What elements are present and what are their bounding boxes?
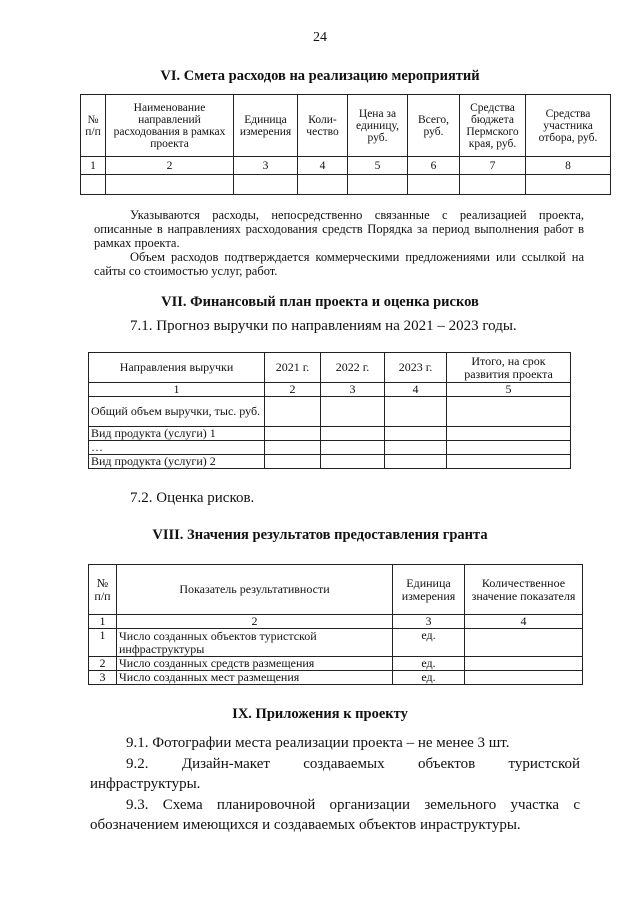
- table-number-row: [81, 157, 611, 175]
- column-number: 6: [408, 157, 460, 175]
- column-header: Направления выручки: [89, 353, 265, 383]
- table-row: [81, 175, 611, 195]
- table-cell: [321, 427, 385, 441]
- table-header-row: [81, 95, 611, 157]
- table-cell: [465, 671, 583, 685]
- table-number-row: [89, 615, 583, 629]
- table-cell: [321, 441, 385, 455]
- table-cell: [265, 441, 321, 455]
- column-number: 2: [106, 157, 234, 175]
- section-8-heading: VIII. Значения результатов предоставления гранта: [152, 527, 488, 543]
- revenue-table: [88, 352, 571, 469]
- table-cell: [348, 175, 408, 195]
- column-header: Показатель результативности: [117, 565, 393, 615]
- item-7-2: 7.2. Оценка рисков.: [130, 490, 255, 506]
- table-cell: [385, 427, 447, 441]
- column-header: Единица измерения: [234, 95, 298, 157]
- section-7-heading: VII. Финансовый план проекта и оценка рисков: [161, 294, 479, 310]
- table-cell: [447, 397, 571, 427]
- note-expenses: Указываются расходы, непосредственно связанные с реализацией проекта, описанные в направлениях расходования средств Порядка за период выполнения работ в рамках проекта.: [94, 208, 584, 250]
- column-number: 7: [460, 157, 526, 175]
- column-number: 1: [89, 383, 265, 397]
- table-row: [89, 657, 583, 671]
- results-table: [88, 564, 583, 685]
- table-cell: [447, 455, 571, 469]
- column-number: 8: [526, 157, 611, 175]
- budget-table: [80, 94, 611, 195]
- row-label: Общий объем выручки, тыс. руб.: [89, 397, 265, 427]
- column-number: 3: [234, 157, 298, 175]
- table-cell: [321, 397, 385, 427]
- table-cell: [447, 441, 571, 455]
- table-cell: [447, 427, 571, 441]
- table-row: [89, 397, 571, 427]
- unit: ед.: [393, 629, 465, 657]
- column-number: 1: [89, 615, 117, 629]
- column-header: Количественное значение показателя: [465, 565, 583, 615]
- table-cell: [460, 175, 526, 195]
- item-9-2: 9.2. Дизайн-макет создаваемых объектов туристской инфраструктуры.: [90, 756, 580, 792]
- column-header: Итого, на срок развития проекта: [447, 353, 571, 383]
- column-header: 2022 г.: [321, 353, 385, 383]
- column-number: 4: [465, 615, 583, 629]
- column-number: 5: [348, 157, 408, 175]
- table-row: [89, 441, 571, 455]
- table-row: [89, 629, 583, 657]
- table-cell: [385, 441, 447, 455]
- column-number: 2: [265, 383, 321, 397]
- item-7-1: 7.1. Прогноз выручки по направлениям на 2021 – 2023 годы.: [130, 318, 517, 334]
- column-header: 2023 г.: [385, 353, 447, 383]
- table-cell: [106, 175, 234, 195]
- table-cell: [321, 455, 385, 469]
- indicator-name: Число созданных мест размещения: [117, 671, 393, 685]
- item-9-1: 9.1. Фотографии места реализации проекта – не менее 3 шт.: [126, 735, 510, 751]
- item-9-3: 9.3. Схема планировочной организации земельного участка с обозначением имеющихся и создаваемых объектов инраструктуры.: [90, 797, 580, 833]
- table-cell: [385, 455, 447, 469]
- table-row: [89, 427, 571, 441]
- column-number: 3: [393, 615, 465, 629]
- unit: ед.: [393, 657, 465, 671]
- table-cell: [526, 175, 611, 195]
- column-header: № п/п: [81, 95, 106, 157]
- column-number: 4: [385, 383, 447, 397]
- table-header-row: [89, 353, 571, 383]
- column-header: Коли-чество: [298, 95, 348, 157]
- column-header: Средства бюджета Пермского края, руб.: [460, 95, 526, 157]
- column-number: 2: [117, 615, 393, 629]
- table-row: [89, 671, 583, 685]
- row-label: Вид продукта (услуги) 1: [89, 427, 265, 441]
- table-row: [89, 455, 571, 469]
- column-number: 3: [321, 383, 385, 397]
- column-header: Единица измерения: [393, 565, 465, 615]
- column-header: 2021 г.: [265, 353, 321, 383]
- page-number: 24: [313, 30, 327, 45]
- table-cell: [265, 455, 321, 469]
- table-cell: [234, 175, 298, 195]
- indicator-name: Число созданных средств размещения: [117, 657, 393, 671]
- column-header: Средства участника отбора, руб.: [526, 95, 611, 157]
- table-cell: [465, 657, 583, 671]
- table-cell: [465, 629, 583, 657]
- table-cell: [298, 175, 348, 195]
- table-number-row: [89, 383, 571, 397]
- column-header: Наименование направлений расходования в рамках проекта: [106, 95, 234, 157]
- unit: ед.: [393, 671, 465, 685]
- column-number: 1: [81, 157, 106, 175]
- row-label: …: [89, 441, 265, 455]
- column-number: 4: [298, 157, 348, 175]
- column-header: № п/п: [89, 565, 117, 615]
- table-header-row: [89, 565, 583, 615]
- section-6-heading: VI. Смета расходов на реализацию мероприятий: [160, 68, 480, 84]
- row-number: 1: [89, 629, 117, 657]
- column-header: Цена за единицу, руб.: [348, 95, 408, 157]
- row-label: Вид продукта (услуги) 2: [89, 455, 265, 469]
- table-cell: [385, 397, 447, 427]
- note-confirmation: Объем расходов подтверждается коммерческими предложениями или ссылкой на сайты со стоимостью услуг, работ.: [94, 250, 584, 278]
- table-cell: [265, 427, 321, 441]
- column-header: Всего, руб.: [408, 95, 460, 157]
- row-number: 2: [89, 657, 117, 671]
- table-cell: [81, 175, 106, 195]
- indicator-name: Число созданных объектов туристской инфраструктуры: [117, 629, 393, 657]
- table-cell: [265, 397, 321, 427]
- column-number: 5: [447, 383, 571, 397]
- section-9-heading: IX. Приложения к проекту: [232, 706, 408, 722]
- table-cell: [408, 175, 460, 195]
- row-number: 3: [89, 671, 117, 685]
